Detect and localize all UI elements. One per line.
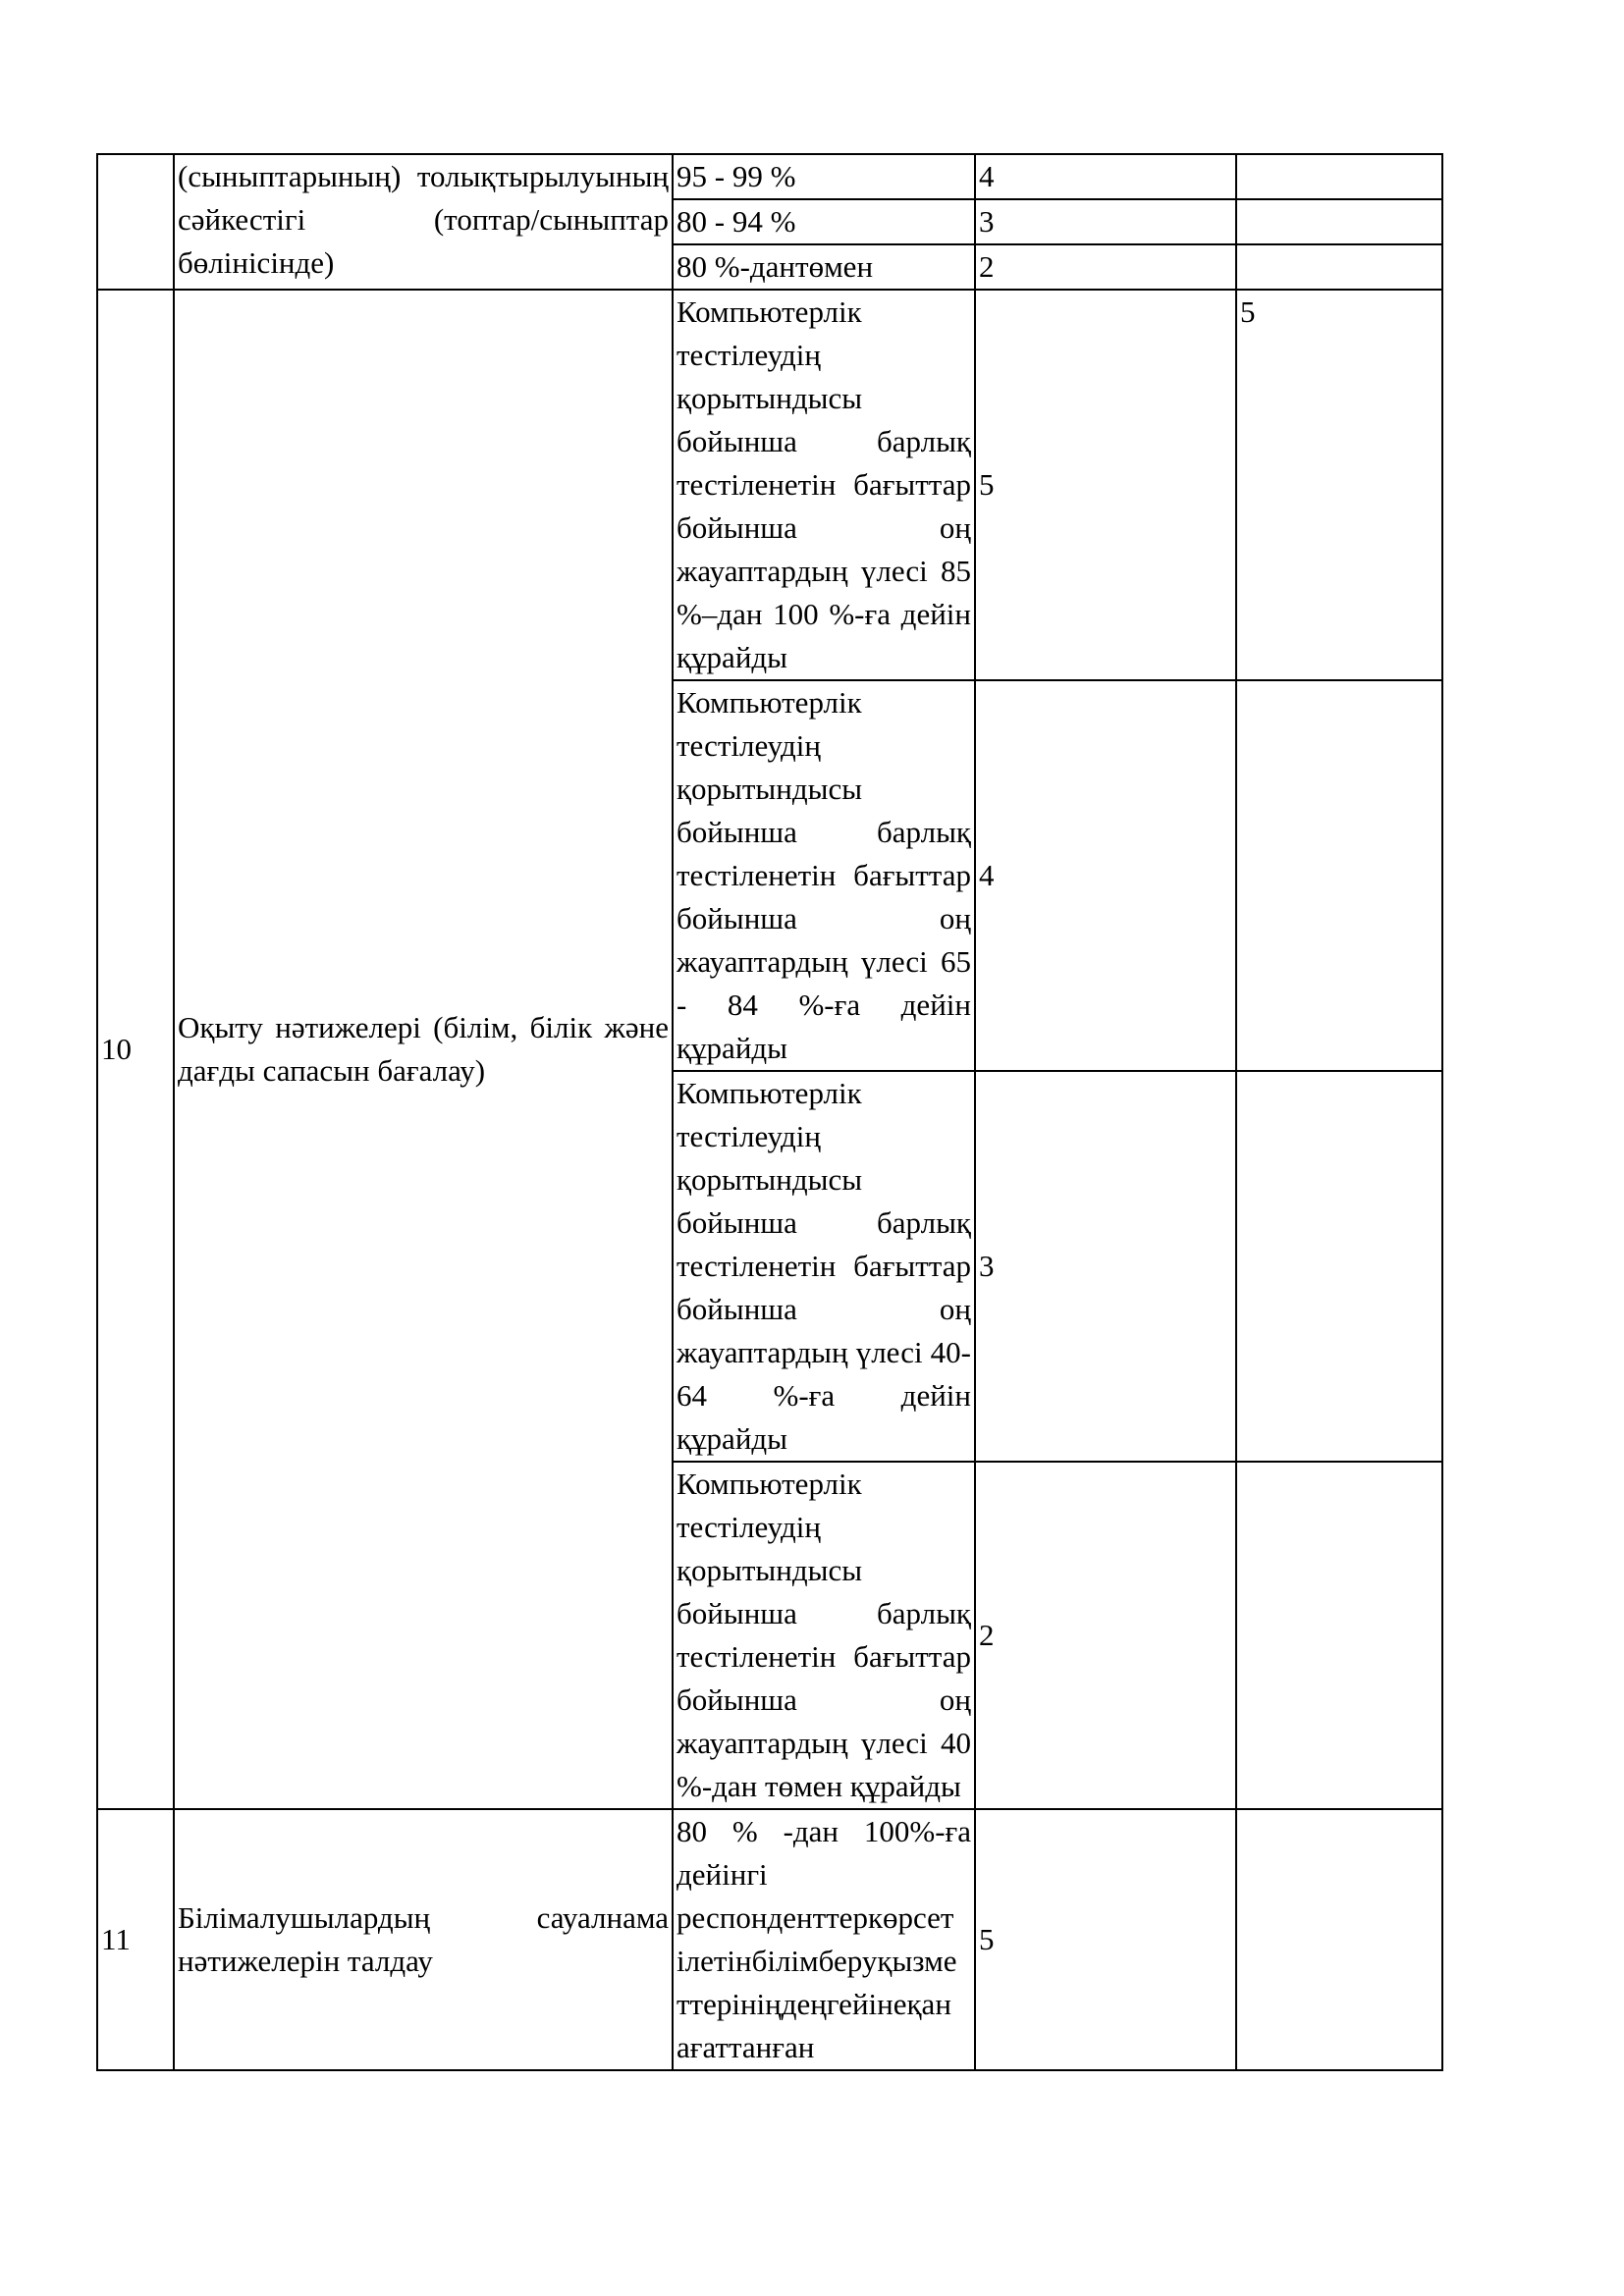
score-text: 5 (979, 1922, 995, 1956)
score-cell (975, 244, 1236, 290)
score-text: 3 (979, 1249, 995, 1283)
self-score-cell (1236, 680, 1442, 1071)
indicator-text: Компьютерлік тестілеудің қорытындысы бойынша барлық тестіленетін бағыттар бойынша оң жауаптардың үлесі 65 - 84 %-ға дейін құрайды (677, 685, 971, 1065)
criterion-cell (174, 1809, 673, 2070)
criterion-text: (сыныптарының) толықтырылуының сәйкестігі (топтар/сыныптар бөлінісінде) (178, 159, 669, 280)
indicator-cell (673, 680, 975, 1071)
score-text: 4 (979, 159, 995, 193)
score-text: 2 (979, 1618, 995, 1652)
self-score-cell (1236, 199, 1442, 244)
indicator-text: 80 %-дантөмен (677, 249, 874, 284)
indicator-cell (673, 199, 975, 244)
indicator-cell (673, 290, 975, 680)
indicator-text: 80 - 94 % (677, 204, 796, 239)
score-cell (975, 1809, 1236, 2070)
indicator-text: Компьютерлік тестілеудің қорытындысы бойынша барлық тестіленетін бағыттар бойынша оң жауаптардың үлесі 40 %-дан төмен құрайды (677, 1467, 971, 1803)
criterion-text: Оқыту нәтижелері (білім, білік және дағды сапасын бағалау) (178, 1010, 669, 1088)
criterion-cell (174, 290, 673, 1809)
indicator-cell (673, 1809, 975, 2070)
self-score-cell (1236, 290, 1442, 680)
criterion-text: Білімалушылардың сауалнама нәтижелерін талдау (178, 1900, 669, 1978)
self-score-text: 5 (1240, 294, 1256, 329)
score-cell (975, 199, 1236, 244)
score-cell (975, 154, 1236, 199)
score-text: 4 (979, 858, 995, 892)
score-cell (975, 680, 1236, 1071)
indicator-cell (673, 1462, 975, 1809)
criteria-table (96, 153, 1443, 2071)
indicator-text: Компьютерлік тестілеудің қорытындысы бойынша барлық тестіленетін бағыттар бойынша оң жауаптардың үлесі 85 %–дан 100 %-ға дейін құрайды (677, 294, 971, 674)
table-row (97, 1809, 1442, 2070)
criterion-cell (174, 154, 673, 290)
self-score-cell (1236, 244, 1442, 290)
indicator-text: 80 % -дан 100%-ға дейінгі респонденттеркөрсет ілетінбілімберуқызме ттерініңдеңгейінеқан ағаттанған (677, 1814, 971, 2064)
table-row (97, 154, 1442, 199)
score-text: 5 (979, 467, 995, 502)
score-cell (975, 1071, 1236, 1462)
self-score-cell (1236, 1809, 1442, 2070)
score-cell (975, 290, 1236, 680)
row-number-cell (97, 290, 174, 1809)
table-row (97, 290, 1442, 680)
score-cell (975, 1462, 1236, 1809)
row-number-cell (97, 154, 174, 290)
indicator-cell (673, 1071, 975, 1462)
indicator-text: Компьютерлік тестілеудің қорытындысы бойынша барлық тестіленетін бағыттар бойынша оң жауаптардың үлесі 40-64 %-ға дейін құрайды (677, 1076, 971, 1456)
self-score-cell (1236, 154, 1442, 199)
score-text: 2 (979, 249, 995, 284)
self-score-cell (1236, 1462, 1442, 1809)
row-number: 11 (101, 1922, 131, 1956)
self-score-cell (1236, 1071, 1442, 1462)
row-number: 10 (101, 1032, 132, 1066)
indicator-text: 95 - 99 % (677, 159, 796, 193)
score-text: 3 (979, 204, 995, 239)
indicator-cell (673, 244, 975, 290)
indicator-cell (673, 154, 975, 199)
row-number-cell (97, 1809, 174, 2070)
